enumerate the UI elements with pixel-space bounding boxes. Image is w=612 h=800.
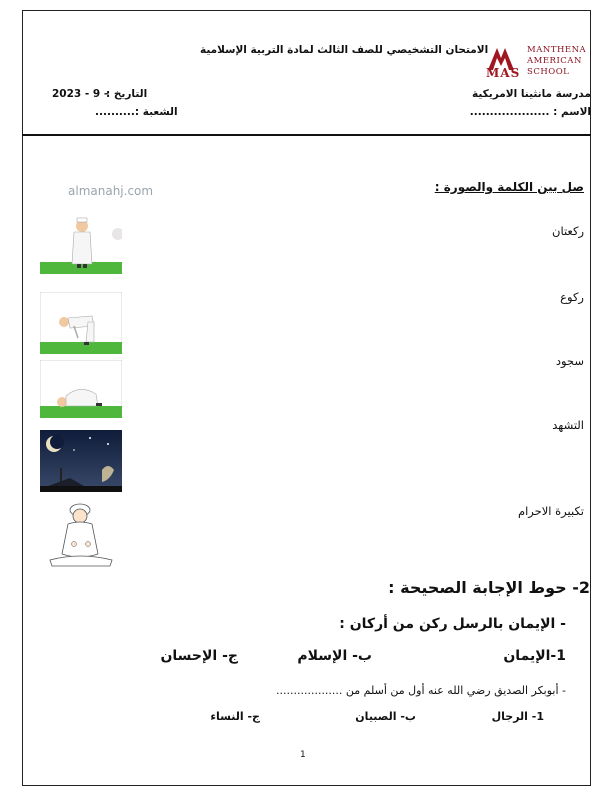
section-field: الشعبة :.......... bbox=[95, 106, 178, 118]
school-name: مدرسة مانثينا الامريكية bbox=[472, 88, 591, 100]
question2-statement-2: - أبوبكر الصديق رضي الله عنه أول من أسلم من ................... bbox=[275, 684, 566, 697]
watermark-text: almanahj.com bbox=[68, 184, 154, 198]
word-takbeer: تكبيرة الاحرام bbox=[517, 504, 584, 518]
prostration-image bbox=[40, 360, 122, 418]
word-sujood: سجود bbox=[555, 354, 584, 368]
question1-title: صل بين الكلمة والصورة : bbox=[434, 180, 584, 194]
q2-2-option-a: 1- الرجال bbox=[491, 710, 544, 723]
q2-1-option-a: 1-الإيمان bbox=[503, 648, 566, 664]
exam-title: الامتحان التشخيصي للصف الثالث لمادة التربية الإسلامية bbox=[200, 44, 489, 56]
word-rukoo: ركوع bbox=[560, 290, 584, 304]
date-label: التاريخ : bbox=[106, 88, 148, 100]
q2-1-option-c: ج- الإحسان bbox=[160, 648, 238, 664]
q2-2-option-c: ج- النساء bbox=[210, 710, 260, 723]
question2-statement-1: - الإيمان بالرسل ركن من أركان : bbox=[339, 616, 566, 632]
date-value: 2023 - 9 – bbox=[52, 88, 110, 100]
word-tashahhud: التشهد bbox=[552, 418, 584, 432]
header-divider bbox=[22, 134, 591, 136]
sitting-tashahhud-drawing bbox=[40, 500, 122, 570]
page-number: 1 bbox=[300, 750, 306, 760]
word-rakatan: ركعتان bbox=[552, 224, 584, 238]
night-mosque-image bbox=[40, 430, 122, 492]
q2-1-option-b: ب- الإسلام bbox=[297, 648, 372, 664]
logo-abbreviation: MAS bbox=[486, 66, 521, 80]
student-name-field: الاسم : .................... bbox=[469, 106, 591, 118]
bowing-prayer-image bbox=[40, 292, 122, 354]
question2-title: 2- حوط الإجابة الصحيحة : bbox=[388, 578, 590, 597]
q2-2-option-b: ب- الصبيان bbox=[355, 710, 416, 723]
standing-prayer-image bbox=[40, 214, 122, 274]
logo-school-name: MANTHENA AMERICAN SCHOOL bbox=[527, 45, 587, 77]
